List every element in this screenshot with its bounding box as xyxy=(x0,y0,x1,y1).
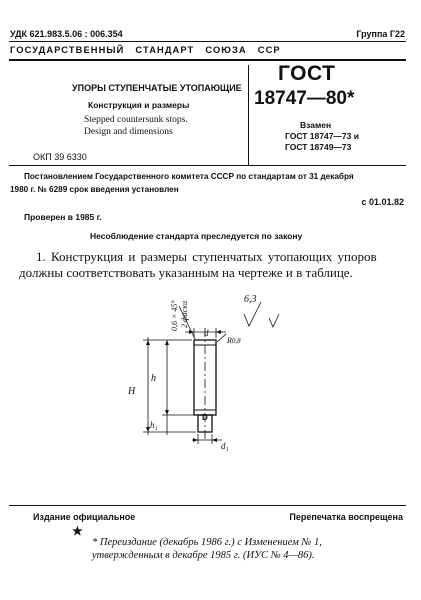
title-block-rule xyxy=(9,165,406,166)
roughness-value: 6,3 xyxy=(244,294,257,305)
footer-rule xyxy=(9,505,406,506)
udk-code: УДК 621.983.5.06 : 006.354 xyxy=(10,29,123,39)
paragraph-line2: должны соответствовать указанным на чертеже и в таблице. xyxy=(19,265,353,280)
stop-drawing xyxy=(100,292,300,452)
chamfer-size-label: 0,6 × 45° xyxy=(170,300,179,331)
title-en-line1: Stepped countersunk stops. xyxy=(84,115,188,125)
dim-H-label: H xyxy=(128,386,136,397)
okp-code: ОКП 39 6330 xyxy=(33,152,87,162)
title-en-line2: Design and dimensions xyxy=(84,127,173,137)
replaces-line1: ГОСТ 18747—73 и xyxy=(285,131,359,141)
dim-d-label: d xyxy=(204,328,209,338)
edition-note: Издание официальное xyxy=(33,512,136,522)
paragraph-line1: 1. Конструкция и размеры ступенчатых утопающих упоров xyxy=(36,249,377,264)
star-mark: ★ xyxy=(72,524,83,538)
title-block-divider xyxy=(248,65,249,165)
dim-h-label: h xyxy=(151,373,156,384)
header-rule-top xyxy=(9,41,406,42)
reissue-note-line2: утвержденным в декабре 1985 г. (ИУС № 4—86). xyxy=(92,550,315,561)
dim-d1-label: d₁ xyxy=(221,441,229,451)
reprint-note: Перепечатка воспрещена xyxy=(289,512,403,522)
dim-radius-letter: R xyxy=(227,336,232,345)
chamfer-count-label: 2 фаски xyxy=(180,301,189,328)
replaces-line2: ГОСТ 18749—73 xyxy=(285,142,352,152)
gost-label: ГОСТ xyxy=(278,62,336,85)
legal-warning: Несоблюдение стандарта преследуется по закону xyxy=(90,231,303,241)
subtitle-ru: Конструкция и размеры xyxy=(88,100,190,110)
reissue-note-line1: * Переиздание (декабрь 1986 г.) с Изменением № 1, xyxy=(92,537,322,548)
decree-line2: 1980 г. № 6289 срок введения установлен xyxy=(10,185,179,194)
state-standard-banner: ГОСУДАРСТВЕННЫЙ СТАНДАРТ СОЮЗА ССР xyxy=(10,45,281,55)
dim-radius-label xyxy=(227,336,241,345)
group-code: Группа Г22 xyxy=(356,29,405,39)
gost-number: 18747—80* xyxy=(254,88,355,109)
dim-D-label: D xyxy=(202,413,208,422)
title-ru: УПОРЫ СТУПЕНЧАТЫЕ УТОПАЮЩИЕ xyxy=(72,83,242,93)
effective-date: с 01.01.82 xyxy=(361,197,404,207)
replaces-label: Взамен xyxy=(300,120,332,130)
dim-h1-label: h₁ xyxy=(150,420,158,430)
decree-line1: Постановлением Государственного комитета СССР по стандартам от 31 декабря xyxy=(24,172,354,181)
header-rule-bottom xyxy=(9,59,406,61)
checked-note: Проверен в 1985 г. xyxy=(24,212,102,222)
dim-radius-value: 0,8 xyxy=(231,337,241,345)
